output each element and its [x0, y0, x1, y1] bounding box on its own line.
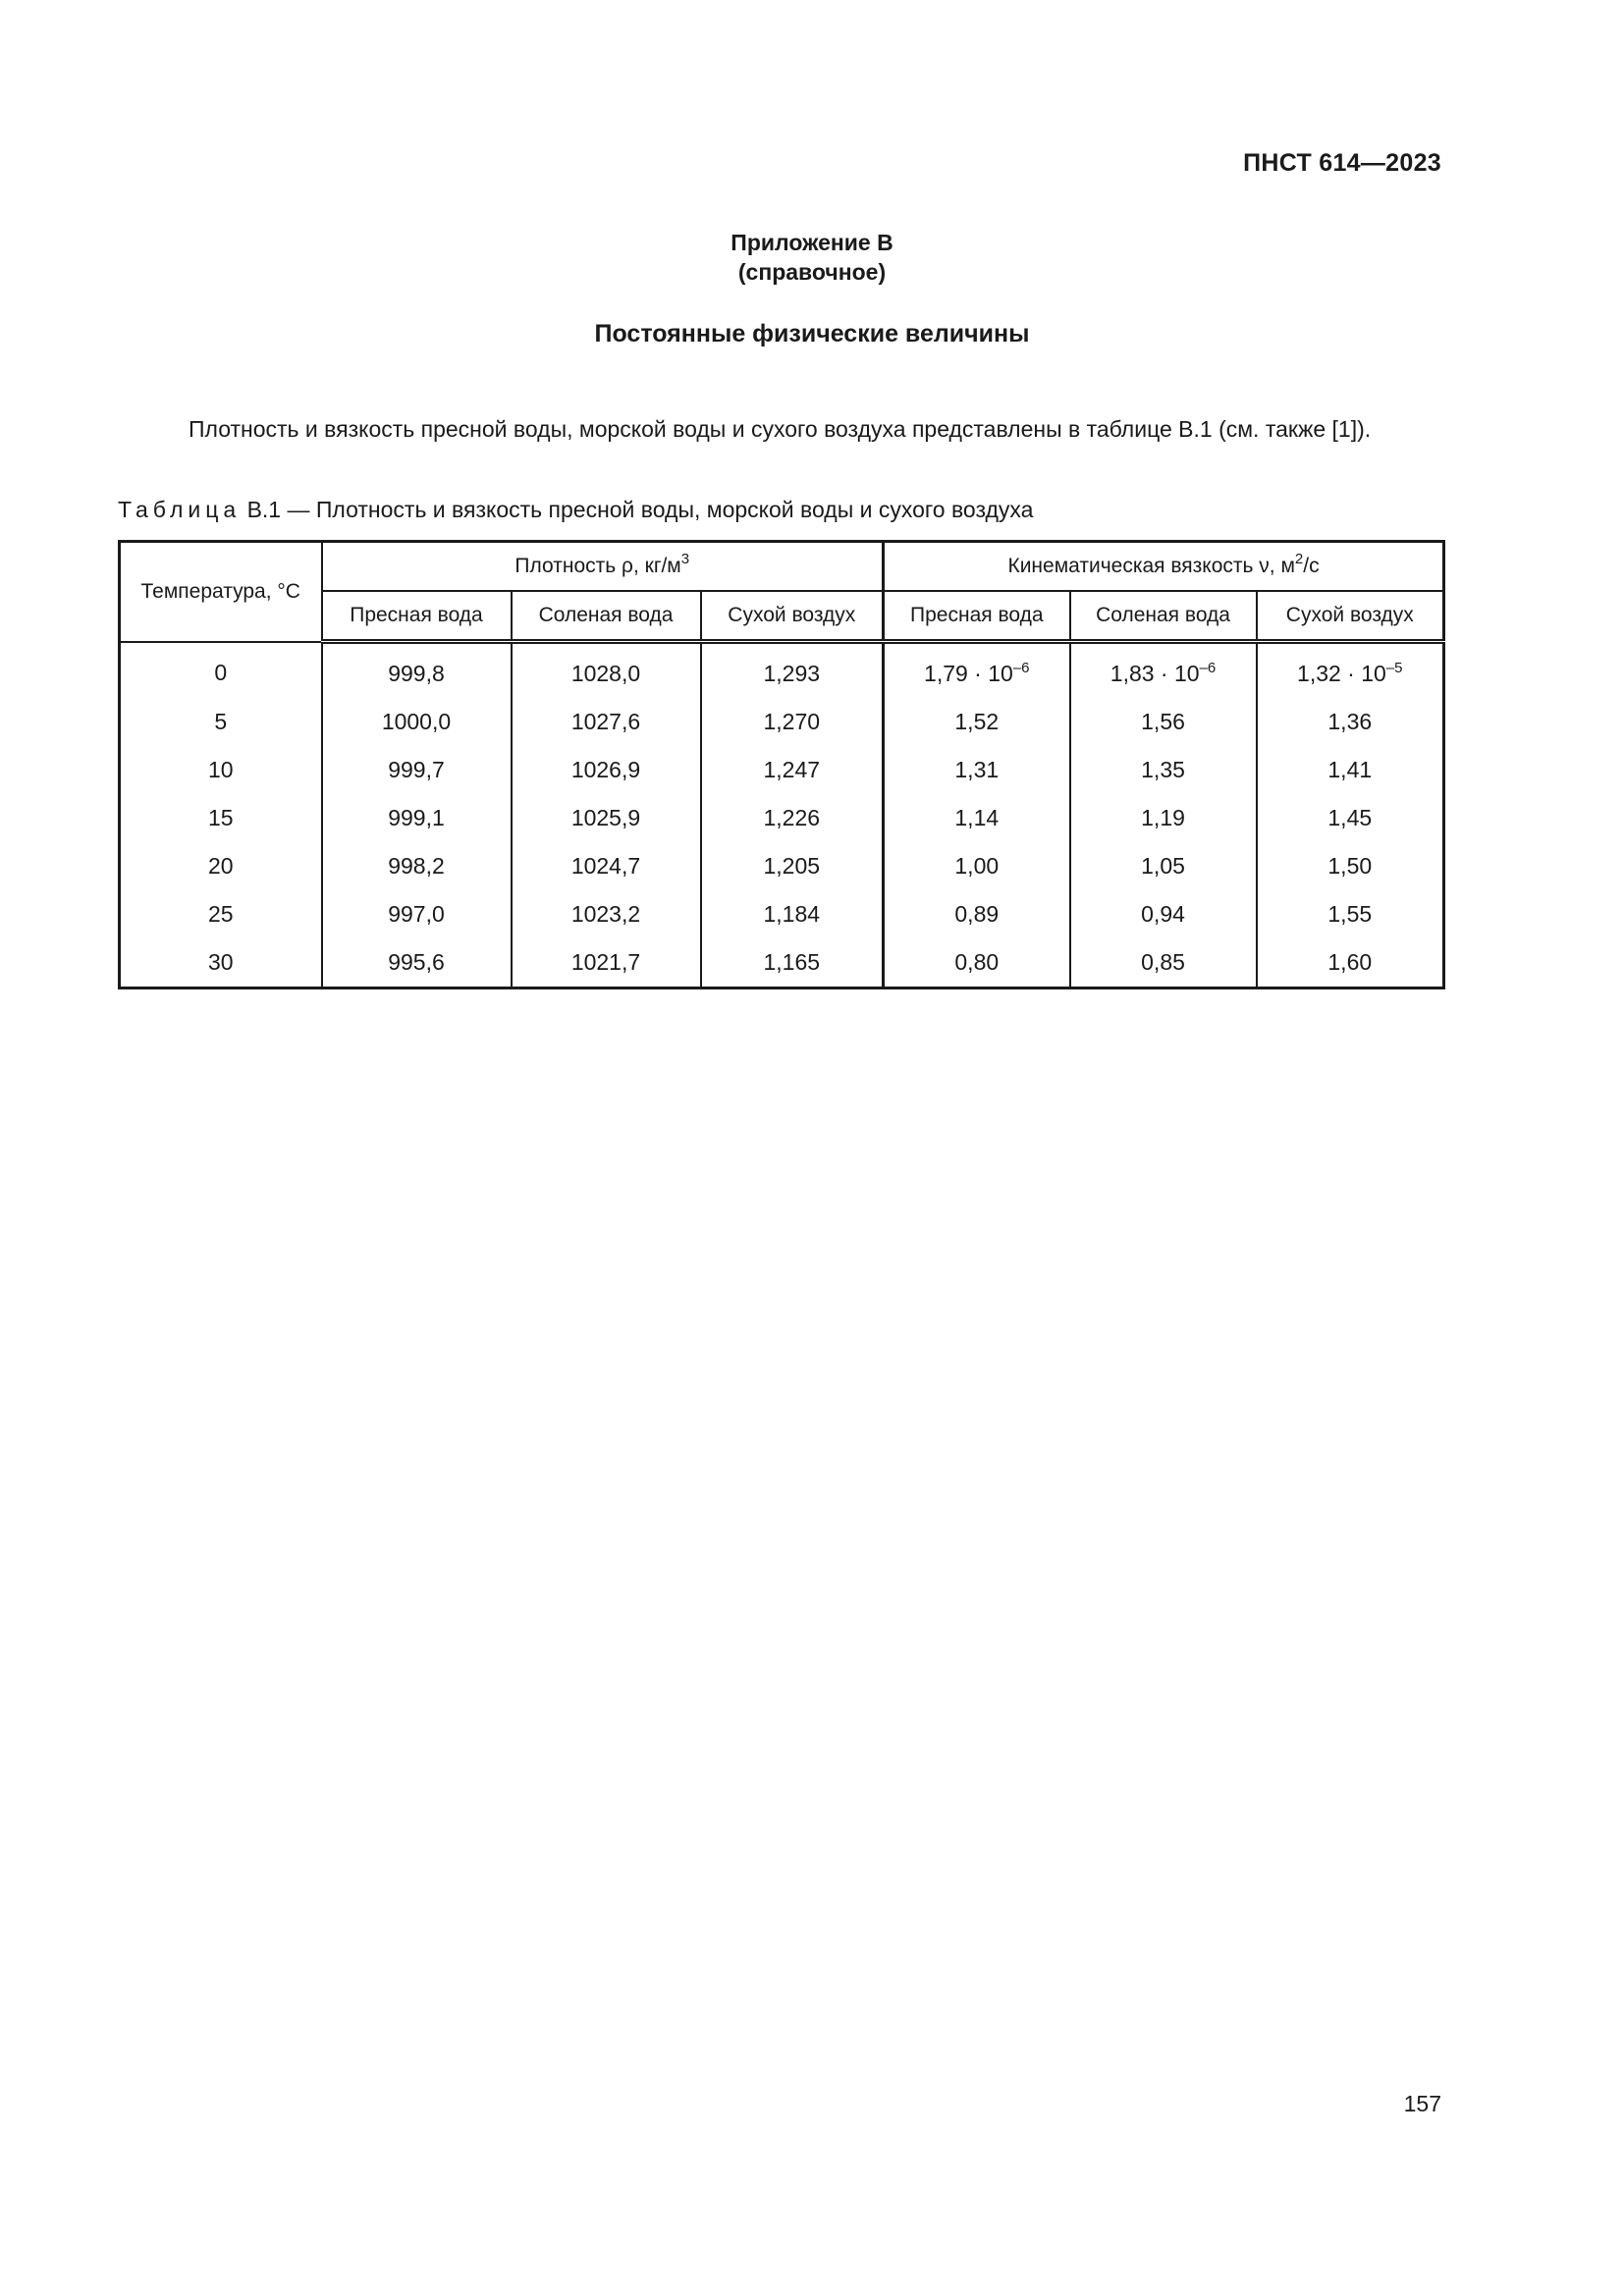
table-caption	[118, 497, 1033, 523]
table-caption-label: Таблица	[118, 497, 242, 522]
viscosity-mantissa: 1,32 · 10	[1297, 661, 1386, 686]
viscosity-mantissa: 1,79 · 10	[924, 661, 1013, 686]
table-cell: 1024,7	[512, 842, 701, 890]
table-cell: 1027,6	[512, 698, 701, 746]
table-cell: 1,00	[884, 842, 1070, 890]
table-cell	[1070, 642, 1257, 699]
header-temperature: Температура, °С	[120, 542, 322, 642]
viscosity-unit-label: Кинематическая вязкость ν, м	[1007, 555, 1295, 577]
header-density-group	[322, 542, 884, 592]
table-cell: 1,55	[1257, 890, 1444, 938]
viscosity-mantissa: 1,83 · 10	[1110, 661, 1200, 686]
subheader-viscosity-air: Сухой воздух	[1257, 591, 1444, 642]
density-unit-label: Плотность ρ, кг/м	[514, 555, 681, 577]
table-cell: 1,165	[701, 938, 884, 988]
table-cell: 0,85	[1070, 938, 1257, 988]
table-cell: 998,2	[322, 842, 512, 890]
subheader-viscosity-salt: Соленая вода	[1070, 591, 1257, 642]
table-cell: 1000,0	[322, 698, 512, 746]
table-cell: 1,41	[1257, 746, 1444, 794]
table-cell: 1,19	[1070, 794, 1257, 842]
subheader-density-fresh: Пресная вода	[322, 591, 512, 642]
table-cell: 10	[120, 746, 322, 794]
table-cell: 1,31	[884, 746, 1070, 794]
appendix-title: Приложение В	[731, 230, 893, 255]
page-number: 157	[1403, 2091, 1441, 2116]
table-cell: 0,89	[884, 890, 1070, 938]
viscosity-unit-exponent: 2	[1294, 551, 1304, 567]
table-cell: 1,35	[1070, 746, 1257, 794]
section-title: Постоянные физические величины	[594, 320, 1030, 347]
table-cell: 1,45	[1257, 794, 1444, 842]
appendix-heading	[0, 228, 1624, 287]
table-cell: 1,05	[1070, 842, 1257, 890]
document-code: ПНСТ 614—2023	[1243, 149, 1441, 177]
subheader-viscosity-fresh: Пресная вода	[884, 591, 1070, 642]
table-caption-text: В.1 — Плотность и вязкость пресной воды, морской воды и сухого воздуха	[246, 497, 1034, 522]
viscosity-exponent: –6	[1199, 660, 1217, 676]
table-cell: 0	[120, 642, 322, 699]
table-cell: 1026,9	[512, 746, 701, 794]
table-row	[120, 698, 1444, 746]
table-cell: 999,7	[322, 746, 512, 794]
table-cell: 20	[120, 842, 322, 890]
table-cell: 997,0	[322, 890, 512, 938]
table-cell: 1,36	[1257, 698, 1444, 746]
table-cell: 0,94	[1070, 890, 1257, 938]
subheader-density-air: Сухой воздух	[701, 591, 884, 642]
table-cell: 1,293	[701, 642, 884, 699]
table-row	[120, 890, 1444, 938]
table-row	[120, 794, 1444, 842]
table-cell: 0,80	[884, 938, 1070, 988]
table-cell: 1,205	[701, 842, 884, 890]
subheader-density-salt: Соленая вода	[512, 591, 701, 642]
table-cell	[884, 642, 1070, 699]
table-cell: 1,14	[884, 794, 1070, 842]
table-row	[120, 642, 1444, 699]
table-cell: 1,270	[701, 698, 884, 746]
table-cell: 999,1	[322, 794, 512, 842]
viscosity-unit-suffix: /с	[1303, 555, 1320, 577]
table-cell: 25	[120, 890, 322, 938]
table-cell: 1021,7	[512, 938, 701, 988]
table-cell: 1023,2	[512, 890, 701, 938]
table-cell: 15	[120, 794, 322, 842]
table-cell: 1,50	[1257, 842, 1444, 890]
header-viscosity-group	[884, 542, 1444, 592]
table-cell: 1,56	[1070, 698, 1257, 746]
table-cell: 1,226	[701, 794, 884, 842]
table-cell: 1,247	[701, 746, 884, 794]
density-unit-exponent: 3	[680, 551, 690, 567]
table-row	[120, 938, 1444, 988]
appendix-kind: (справочное)	[737, 259, 887, 285]
density-viscosity-table	[118, 540, 1445, 989]
table-cell: 1025,9	[512, 794, 701, 842]
table-cell: 30	[120, 938, 322, 988]
table-cell: 5	[120, 698, 322, 746]
viscosity-exponent: –5	[1385, 660, 1403, 676]
table-cell: 995,6	[322, 938, 512, 988]
table-row	[120, 842, 1444, 890]
table-cell: 1028,0	[512, 642, 701, 699]
table-cell: 1,60	[1257, 938, 1444, 988]
table-row	[120, 746, 1444, 794]
table-cell: 1,184	[701, 890, 884, 938]
table-cell: 999,8	[322, 642, 512, 699]
table-cell	[1257, 642, 1444, 699]
viscosity-exponent: –6	[1012, 660, 1030, 676]
intro-paragraph: Плотность и вязкость пресной воды, морской воды и сухого воздуха представлены в таблице В.1 (см. также [1]).	[189, 416, 1372, 442]
table-cell: 1,52	[884, 698, 1070, 746]
